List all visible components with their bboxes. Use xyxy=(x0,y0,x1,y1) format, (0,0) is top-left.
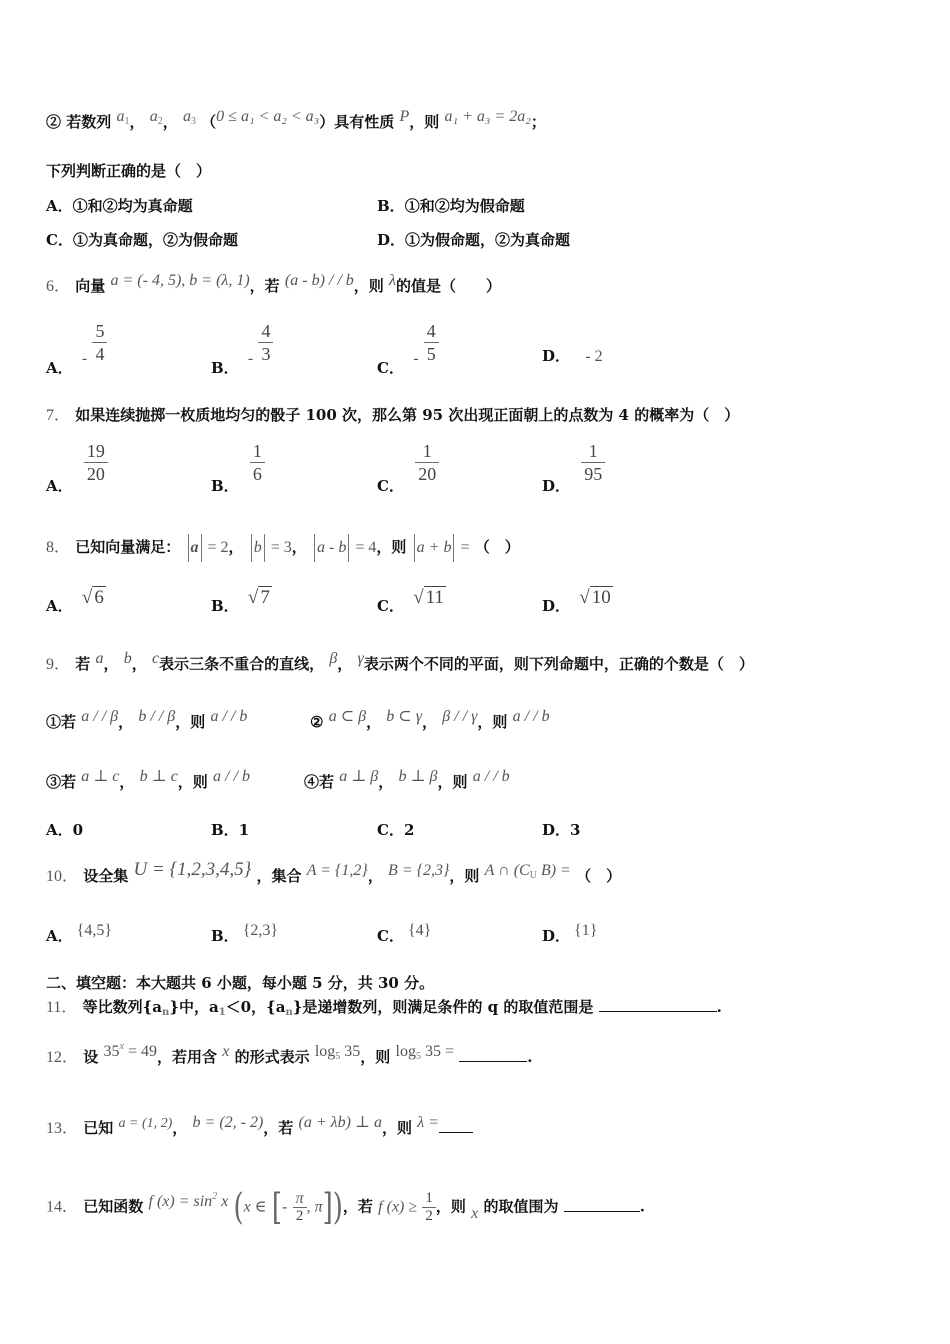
q8-number: 8． xyxy=(46,539,71,556)
q6-number: 6． xyxy=(46,278,71,295)
q13-stem: 13． 已知 a = (1, 2)， b = (2, - 2)，若 (a + λb) ⊥ a，则 λ = xyxy=(46,1118,473,1140)
q10-set-a: A = {1,2} xyxy=(306,862,368,879)
q10-number: 10． xyxy=(46,868,79,885)
q5-statement-2: ② 若数列 $a_1$， $a_2$， $a_3$ （0 ≤ a₁ < a₂ < a₃）具有性质 P，则 a₁ + a₃ = 2a₂； xyxy=(46,108,546,131)
q6-lambda: λ xyxy=(389,272,396,289)
q8-abs-a-plus-b: a + b xyxy=(416,539,452,556)
q6-option-c-fraction: $\frac{4}{5}$ xyxy=(424,320,439,365)
q5-prefix: ② 若数列 xyxy=(46,113,112,131)
q10-set-b: B = {2,3} xyxy=(388,862,450,879)
q11-number: 11． xyxy=(46,999,78,1016)
q7-option-a[interactable]: A． $\frac{19}{20}$ xyxy=(46,440,108,485)
q8-abs-b: b xyxy=(253,539,262,556)
q8-option-c[interactable]: C． √ 11 xyxy=(377,587,444,615)
q9-proposition-3: ③若 a ⊥ c， b ⊥ c，则 a / / b xyxy=(46,768,250,791)
q9-proposition-2: ② a ⊂ β， b ⊂ γ， β / / γ，则 a / / b xyxy=(310,708,550,731)
q7-option-a-fraction: $\frac{19}{20}$ xyxy=(84,440,108,485)
q6-stem: 6． 向量 a = (- 4, 5), b = (λ, 1)，若 (a - b) / / b，则 λ的值是（ ） xyxy=(46,272,501,295)
q8-option-a[interactable]: A． √ 6 xyxy=(46,587,104,615)
q10-universal-set: U = {1,2,3,4,5} xyxy=(133,859,252,880)
q12-stem: 12． 设 $35^x = 49$，若用含 x 的形式表示 $\log_5 35$，则 $\log_5 35$ = . xyxy=(46,1041,533,1066)
q8-abs-a-minus-b: a - b xyxy=(317,539,347,556)
q9-option-b[interactable]: B．1 xyxy=(211,821,250,839)
q9-proposition-1: ①若 a / / β， b / / β，则 a / / b xyxy=(46,708,248,731)
q14-number: 14． xyxy=(46,1198,79,1216)
q8-option-d[interactable]: D． √ 10 xyxy=(542,587,611,615)
q9-stem: 9． 若 a， b， c表示三条不重合的直线， β， γ表示两个不同的平面，则下列命题中，正确的个数是（ ） xyxy=(46,650,754,673)
section-2-heading: 二、填空题：本大题共 6 小题，每小题 5 分，共 30 分。 xyxy=(46,974,435,992)
q7-option-b-fraction: $\frac{1}{6}$ xyxy=(250,440,265,485)
q5-property-p: P xyxy=(399,108,410,125)
q14-half: $\frac{1}{2}$ xyxy=(422,1190,436,1225)
q8-abs-a: a xyxy=(190,539,199,556)
q6-option-b-fraction: $\frac{4}{3}$ xyxy=(258,320,273,365)
q7-option-c[interactable]: C． $\frac{1}{20}$ xyxy=(377,440,439,485)
q5-a2: $a_2$ xyxy=(149,108,163,127)
q12-number: 12． xyxy=(46,1049,79,1066)
q9-number: 9． xyxy=(46,656,71,673)
q5-conclusion: a₁ + a₃ = 2a₂ xyxy=(444,108,531,125)
q9-option-d[interactable]: D．3 xyxy=(542,821,581,839)
q11-answer-blank[interactable] xyxy=(599,997,717,1012)
q7-stem: 7． 如果连续抛掷一枚质地均匀的骰子 100 次，那么第 95 次出现正面朝上的点数为 4 的概率为（ ） xyxy=(46,406,740,424)
q10-option-d[interactable]: D． {1} xyxy=(542,922,598,945)
q10-expression: A ∩ ($C_U$ B) = xyxy=(484,862,571,881)
q6-option-b[interactable]: B． - $\frac{4}{3}$ xyxy=(211,320,273,365)
q12-log-expression: $\log_5 35$ xyxy=(314,1043,361,1062)
q13-number: 13． xyxy=(46,1120,79,1137)
q5-a1: $a_1$ xyxy=(116,108,130,127)
q8-option-b[interactable]: B． √ 7 xyxy=(211,587,270,615)
q10-option-a[interactable]: A． {4,5} xyxy=(46,922,112,945)
q5-mid: 具有性质 xyxy=(334,113,395,131)
q7-number: 7． xyxy=(46,407,71,424)
q14-function: f $(x) = \sin^2 x$ xyxy=(148,1190,229,1210)
q7-option-c-fraction: $\frac{1}{20}$ xyxy=(415,440,439,485)
q12-answer-blank[interactable] xyxy=(459,1047,527,1062)
q11-stem: 11． 等比数列$\{a_n\}$中，$a_1<0$，$\{a_n\}$是递增数列，则满足条件的 q 的取值范围是 . xyxy=(46,998,722,1018)
q6-condition: (a - b) / / b xyxy=(284,272,354,289)
q7-option-b[interactable]: B． $\frac{1}{6}$ xyxy=(211,440,265,485)
q7-option-d[interactable]: D． $\frac{1}{95}$ xyxy=(542,440,605,485)
q6-option-a-fraction: $\frac{5}{4}$ xyxy=(92,320,107,365)
q6-option-d[interactable]: D． - 2 xyxy=(542,347,603,365)
q7-option-d-fraction: $\frac{1}{95}$ xyxy=(581,440,605,485)
q5-condition: 0 ≤ a₁ < a₂ < a₃ xyxy=(216,108,320,125)
q10-stem: 10． 设全集 U = {1,2,3,4,5} ，集合 A = {1,2}， B = {2,3}，则 A ∩ ($C_U$ B) = （ ） xyxy=(46,859,622,885)
q5-a3: $a_3$ xyxy=(182,108,196,127)
q6-vectors: a = (- 4, 5), b = (λ, 1) xyxy=(110,272,250,289)
q9-option-c[interactable]: C．2 xyxy=(377,821,415,839)
q6-option-a[interactable]: A． - $\frac{5}{4}$ xyxy=(46,320,107,365)
q14-stem: 14． 已知函数 f $(x) = \sin^2 x$ (x ∈ [- $\frac{\pi}{2}$ , π])，若 f (x) ≥ $\frac{1}{2}$ ，则 x 的取值围为 . xyxy=(46,1186,645,1229)
q8-stem: 8． 已知向量满足： a = 2， b = 3， a - b = 4，则 a + b = （ ） xyxy=(46,534,520,562)
q5-option-c[interactable]: C．①为真命题，②为假命题 xyxy=(46,231,238,249)
q9-proposition-4: ④若 a ⊥ β， b ⊥ β，则 a / / b xyxy=(304,768,510,791)
q10-option-c[interactable]: C． {4} xyxy=(377,922,432,945)
q10-option-b[interactable]: B． {2,3} xyxy=(211,922,279,945)
q5-option-d[interactable]: D．①为假命题，②为真命题 xyxy=(377,231,571,249)
q5-option-a[interactable]: A．①和②均为真命题 xyxy=(46,197,193,215)
q9-option-a[interactable]: A．0 xyxy=(46,821,84,839)
q5-stem: 下列判断正确的是（ ） xyxy=(46,162,212,180)
q13-answer-blank[interactable] xyxy=(439,1118,473,1133)
q14-answer-blank[interactable] xyxy=(564,1197,640,1212)
q6-option-c[interactable]: C． - $\frac{4}{5}$ xyxy=(377,320,439,365)
q5-option-b[interactable]: B．①和②均为假命题 xyxy=(377,197,525,215)
